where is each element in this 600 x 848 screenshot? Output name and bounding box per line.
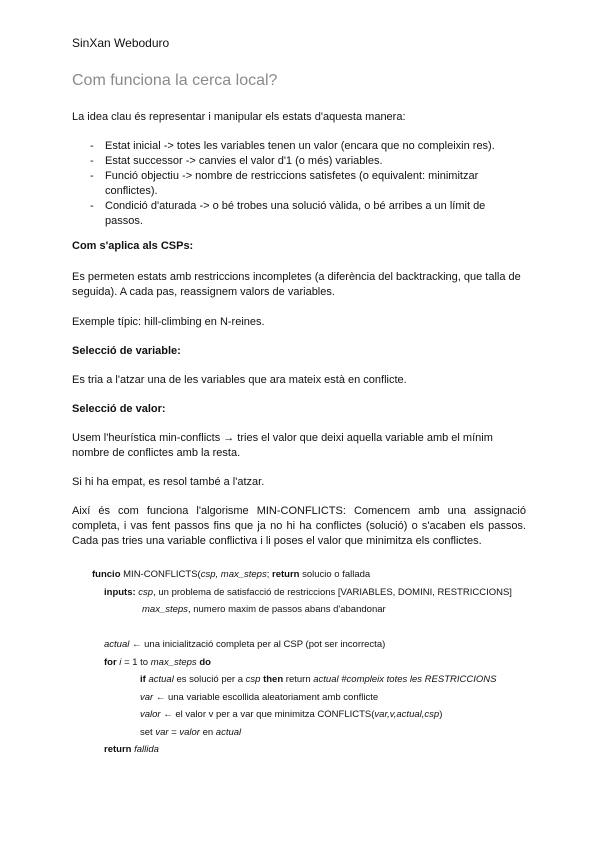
- pseudocode-line-valor: valor ← el valor v per a var que minimitza CONFLICTS(var,v,actual,csp): [140, 709, 443, 720]
- csp-heading: Com s'aplica als CSPs:: [72, 240, 194, 252]
- pseudocode-line-inputs: inputs: csp, un problema de satisfacció de restriccions [VARIABLES, DOMINI, RESTRICCIONS]: [104, 586, 512, 598]
- example-paragraph: Exemple típic: hill-climbing en N-reines.: [72, 316, 265, 328]
- pseudocode-line-max-steps: max_steps, numero maxim de passos abans d'abandonar: [142, 604, 386, 615]
- list-item: - Condició d'aturada -> o bé trobes una solució vàlida, o bé arribes a un límit de passos.: [72, 199, 512, 229]
- variable-heading: Selecció de variable:: [72, 345, 181, 357]
- pseudocode-line-return: return fallida: [104, 744, 159, 755]
- csp-paragraph: Es permeten estats amb restriccions incompletes (a diferència del backtracking, que talla de seguida). A cada pas, reassignem valors de variables.: [72, 271, 521, 298]
- document-author: SinXan Weboduro: [72, 36, 170, 50]
- bullet-list: [72, 139, 512, 229]
- summary-paragraph: Així és com funciona l'algorisme MIN-CONFLICTS: Comencem amb una assignació completa, i vas fent passos fins que ja no hi ha conflictes (solució) o s'acaben els passos. Cada pas tries una variable conflictiva i li poses el valor que minimitza els conflictes.: [72, 505, 526, 547]
- list-item: - Estat successor -> canvies el valor d'1 (o més) variables.: [72, 154, 512, 169]
- page-title: Com funciona la cerca local?: [72, 72, 278, 89]
- variable-paragraph: Es tria a l'atzar una de les variables que ara mateix està en conflicte.: [72, 374, 407, 386]
- intro-paragraph: La idea clau és representar i manipular els estats d'aquesta manera:: [72, 111, 406, 123]
- list-item: - Estat inicial -> totes les variables tenen un valor (encara que no compleixin res).: [72, 139, 512, 154]
- pseudocode-line-init: actual ← una inicialització completa per al CSP (pot ser incorrecta): [104, 639, 386, 650]
- list-item: - Funció objectiu -> nombre de restriccions satisfetes (o equivalent: minimitzar conflictes).: [72, 169, 512, 199]
- pseudocode-line-signature: funcio MIN-CONFLICTS(csp, max_steps; return solucio o fallada: [92, 569, 371, 580]
- value-heading: Selecció de valor:: [72, 403, 166, 415]
- value-paragraph: Usem l'heurística min-conflicts → tries el valor que deixi aquella variable amb el mínim nombre de conflictes amb la resta.: [72, 432, 493, 459]
- pseudocode-line-for: for i = 1 to max_steps do: [104, 656, 211, 668]
- pseudocode-line-set: set var = valor en actual: [140, 726, 242, 738]
- tie-paragraph: Si hi ha empat, es resol també a l'atzar.: [72, 476, 265, 488]
- pseudocode-line-var: var ← una variable escollida aleatoriament amb conflicte: [140, 691, 379, 703]
- pseudocode-block: [92, 566, 552, 759]
- pseudocode-line-if: if actual es solució per a csp then return actual #compleix totes les RESTRICCIONS: [140, 674, 497, 685]
